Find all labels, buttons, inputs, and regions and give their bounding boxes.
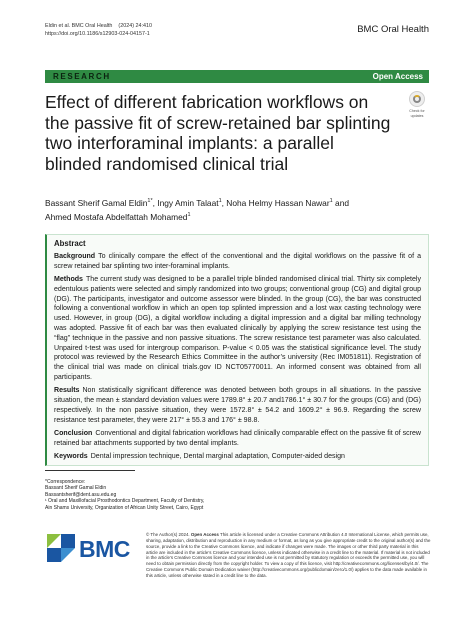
section-label: Background [54, 253, 96, 260]
abstract-conclusion [54, 429, 421, 449]
bmc-logo [45, 531, 137, 565]
license-statement [146, 532, 431, 579]
license-copyright: © The Author(s) 2024. [146, 532, 190, 537]
section-label: Conclusion [54, 430, 93, 438]
author-list: Bassant Sherif Gamal Eldin$^{1*}$, Ingy Amin Talaat$^1$, Noha Helmy Hassan Nawar$^1$ and Ahmed Mostafa Abdelfattah Mohamed$^1$ [45, 197, 350, 222]
check-for-updates-badge[interactable] [404, 91, 430, 121]
affiliation-line: Ain Shams University, Organization of African Unity Street, Cairo, Egypt [45, 504, 204, 511]
author-affiliation-mark: 1 [329, 198, 333, 204]
abstract-results [54, 386, 421, 425]
abstract-heading: Abstract [54, 239, 86, 248]
abstract-box [45, 234, 429, 466]
correspondence-label: *Correspondence: [45, 479, 86, 485]
open-access-label: Open Access [372, 72, 423, 81]
section-text: The current study was designed to be a parallel triple blinded randomised clinical trial. Thirty six completely edentulous patients were selected and simply randomized into two groups; conventional group (CG) and digital group (DG). The participants, investigator and outcome assessor were blinded. In the group (CG), the bar was constructed following a conventional workflow in which an open top splinted impression and a lost wax casting technology were used. However, in group (DG), a digital workflow including a digital impression and a digital bar milling technology was adopted. Passive fit of each bar was then evaluated clinically by applying the screw resistance test using the “flag” technique in the passive and non passive situations. The screw resistance test parameter was also calculated. Unpaired t-test was used for intergroup comparison. P-value < 0.05 was the statistical significance level. The study protocol was reviewed by the Research Ethics Committee in the author’s university (Rec IM051811). Registration of the clinical trial was made on clinical trials.gov ID NCT05770011. An informed consent was obtained from all participants. [54, 276, 421, 382]
article-type-banner [45, 70, 429, 83]
bmc-logo-mark-icon [45, 532, 77, 564]
doi-link[interactable]: https://doi.org/10.1186/s12903-024-04157-1 [45, 31, 150, 37]
author-name[interactable]: Bassant Sherif Gamal Eldin [45, 197, 148, 208]
article-type-label: RESEARCH [53, 72, 111, 81]
abstract-keywords [54, 452, 421, 462]
journal-name: BMC Oral Health [357, 24, 429, 35]
license-open-access: Open Access [190, 532, 219, 537]
corresponding-author: Bassant Sherif Gamal Eldin [45, 485, 107, 492]
section-text: To clinically compare the effect of the conventional and the digital workflows on the passive fit of a screw retained bar splinting two inter-foraminal implants. [54, 253, 421, 270]
abstract-background [54, 252, 421, 272]
author-affiliation-mark: 1* [147, 198, 153, 204]
section-label: Keywords [54, 453, 88, 461]
correspondence-footnote [45, 479, 204, 511]
corresponding-email[interactable]: Bassantsherif@dent.asu.edu.eg [45, 491, 117, 498]
running-header [45, 22, 158, 38]
section-text: Dental impression technique, Dental marginal adaptation, Computer-aided design [90, 453, 345, 461]
license-body: This article is licensed under a Creative Commons Attribution 4.0 International License, which permits use, sharing, adaptation, distribution and reproduction in any medium or format, as long as you give appropriate credit to the original author(s) and the source, provide a link to the Creative Commons licence, and indicate if changes were made. The images or other third party material in this article are included in the article’s Creative Commons licence, unless indicated otherwise in a credit line to the material. If material is not included in the article’s Creative Commons licence and your intended use is not permitted by statutory regulation or exceeds the permitted use, you will need to obtain permission directly from the copyright holder. To view a copy of this licence, visit http://creativecommons.org/licenses/by/4.0/. The Creative Commons Public Domain Dedication waiver (http://creativecommons.org/publicdomain/zero/1.0/) applies to the data made available in this article, unless otherwise stated in a credit line to the data. [146, 532, 431, 578]
abstract-methods [54, 275, 421, 383]
author-affiliation-mark: 1 [218, 198, 222, 204]
journal-citation: Eldin et al. BMC Oral Health [45, 23, 113, 29]
author-name[interactable]: Ahmed Mostafa Abdelfattah Mohamed [45, 211, 188, 222]
check-updates-label: Check for updates [409, 109, 425, 118]
affiliation-line: ¹ Oral and Maxillofacial Prosthodontics Department, Faculty of Dentistry, [45, 498, 205, 505]
section-text: Conventional and digital fabrication workflows had clinically comparable effect on the passive fit of screw retained bar attachments supported by two dental implants. [54, 430, 421, 447]
bmc-logo-text: BMC [79, 536, 130, 562]
author-name[interactable]: Ingy Amin Talaat [157, 197, 219, 208]
section-label: Results [54, 387, 80, 395]
section-text: Non statistically significant difference was denoted between both groups in all situations. In the passive situation, the mean ± standard deviation values were 1789.8° ± 20.7 and1786.1° ± 30.7 for the groups (CG) and (DG) respectively. In the non passive situation, they were 1572.8° ± 54.2 and 1609.2° ± 96.9. Regarding the screw resistance test parameter, they were 217° ± 55.3 and 176° ± 98.8. [54, 387, 421, 424]
section-label: Methods [54, 276, 83, 284]
author-name[interactable]: Noha Helmy Hassan Nawar [226, 197, 330, 208]
volume-citation: (2024) 24:410 [118, 23, 152, 29]
author-affiliation-mark: 1 [187, 211, 191, 218]
citation-line [45, 22, 158, 30]
refresh-icon [409, 91, 425, 107]
article-title: Effect of different fabrication workflows on the passive fit of screw-retained bar splinting two interforaminal implants: a parallel blinded randomised clinical trial [45, 92, 391, 174]
footnote-divider [45, 470, 135, 471]
